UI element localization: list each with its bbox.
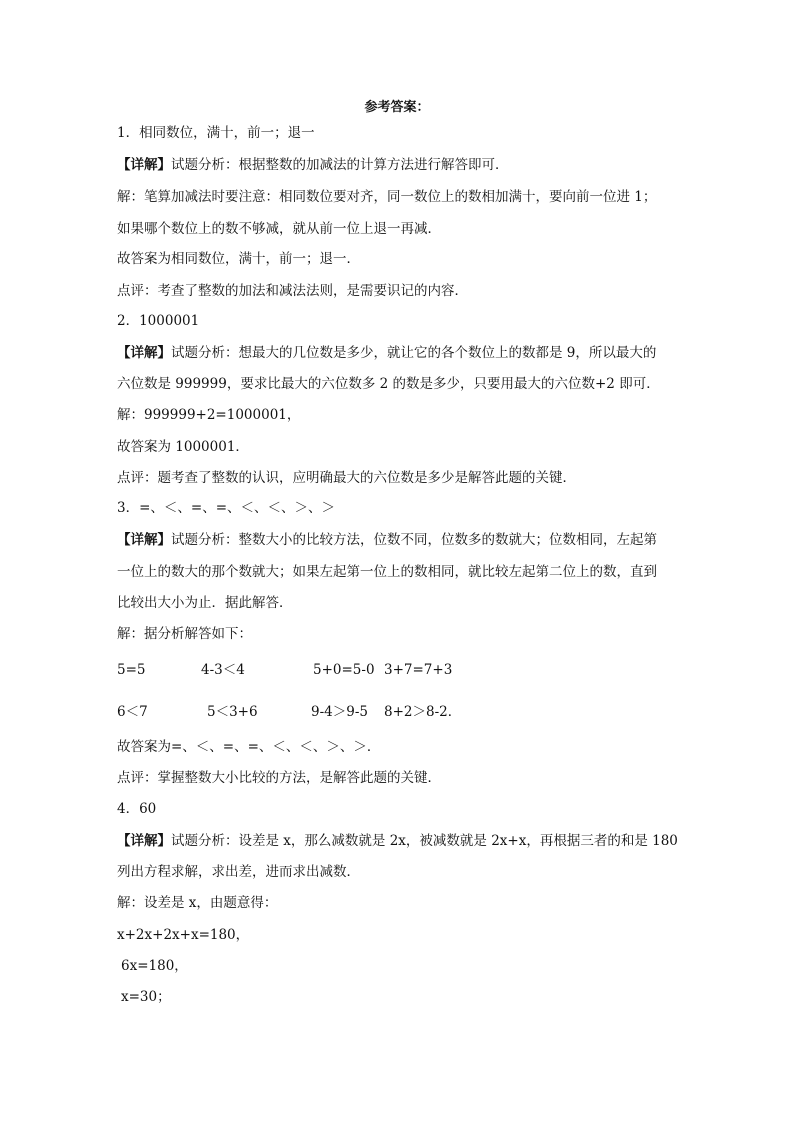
q1-answer: 1．相同数位，满十，前一；退一: [117, 125, 315, 141]
q2-detail-line1: [117, 344, 656, 362]
q4-detail-line2: 列出方程求解，求出差，进而求出减数．: [117, 864, 360, 880]
q3-detail-line3: 比较出大小为止．据此解答．: [117, 595, 293, 611]
q2-detail-text: 试题分析：想最大的几位数是多少，就让它的各个数位上的数都是 9，所以最大的: [171, 345, 657, 361]
q3-detail-tag: 【详解】: [117, 532, 171, 548]
q1-detail-text: 试题分析：根据整数的加减法的计算方法进行解答即可．: [171, 157, 509, 173]
q1-conclusion: 故答案为相同数位，满十，前一；退一．: [117, 251, 360, 267]
q2-detail-tag: 【详解】: [117, 345, 171, 361]
q4-equation-3: x=30；: [121, 989, 171, 1005]
q3-solution: 解：据分析解答如下：: [117, 626, 252, 642]
q3-row2-cell: 5＜3+6: [207, 704, 258, 720]
q1-solution-line1: 解：笔算加减法时要注意：相同数位要对齐，同一数位上的数相加满十，要向前一位进 1；: [117, 189, 657, 205]
q3-answer: 3．=、＜、=、=、＜、＜、＞、＞: [117, 500, 336, 516]
q4-answer: 4．60: [117, 801, 157, 817]
q3-row1-cell: 3+7=7+3: [384, 662, 453, 678]
q1-solution-line2: 如果哪个数位上的数不够减，就从前一位上退一再减．: [117, 221, 441, 237]
q4-detail-line1: [117, 832, 678, 850]
q3-detail-line1: [117, 531, 657, 549]
q3-detail-line2: 一位上的数大的那个数就大；如果左起第一位上的数相同，就比较左起第二位上的数，直到: [117, 564, 657, 580]
q3-row2-cell: 9-4＞9-5: [311, 704, 368, 720]
q4-equation-2: 6x=180，: [121, 958, 188, 974]
q3-row2-cell: 6＜7: [117, 704, 148, 720]
q1-detail-tag: 【详解】: [117, 157, 171, 173]
page-title: 参考答案：: [364, 100, 430, 115]
q3-conclusion: 故答案为=、＜、=、=、＜、＜、＞、＞．: [117, 739, 381, 755]
q2-comment: 点评：题考查了整数的认识，应明确最大的六位数是多少是解答此题的关键．: [117, 470, 576, 486]
q3-detail-text: 试题分析：整数大小的比较方法，位数不同，位数多的数就大；位数相同，左起第: [171, 532, 657, 548]
q1-detail: [117, 156, 509, 174]
q2-solution: 解：999999+2=1000001，: [117, 407, 301, 423]
q4-equation-1: x+2x+2x+x=180，: [117, 927, 250, 943]
q4-solution: 解：设差是 x，由题意得：: [117, 895, 278, 911]
q3-row1-cell: 4-3＜4: [201, 662, 245, 678]
q2-conclusion: 故答案为 1000001．: [117, 439, 249, 455]
q2-detail-line2: 六位数是 999999，要求比最大的六位数多 2 的数是多少，只要用最大的六位数+2 即可．: [117, 376, 660, 392]
q1-comment: 点评：考查了整数的加法和减法法则，是需要识记的内容．: [117, 283, 468, 299]
q3-row1-cell: 5+0=5-0: [313, 662, 375, 678]
q4-detail-text: 试题分析：设差是 x，那么减数就是 2x，被减数就是 2x+x，再根据三者的和是 180: [171, 833, 678, 849]
q4-detail-tag: 【详解】: [117, 833, 171, 849]
q3-row2-cell: 8+2＞8-2．: [384, 704, 462, 720]
q3-row1-cell: 5=5: [117, 662, 146, 678]
q2-answer: 2．1000001: [117, 313, 200, 329]
q3-comment: 点评：掌握整数大小比较的方法，是解答此题的关键．: [117, 770, 441, 786]
